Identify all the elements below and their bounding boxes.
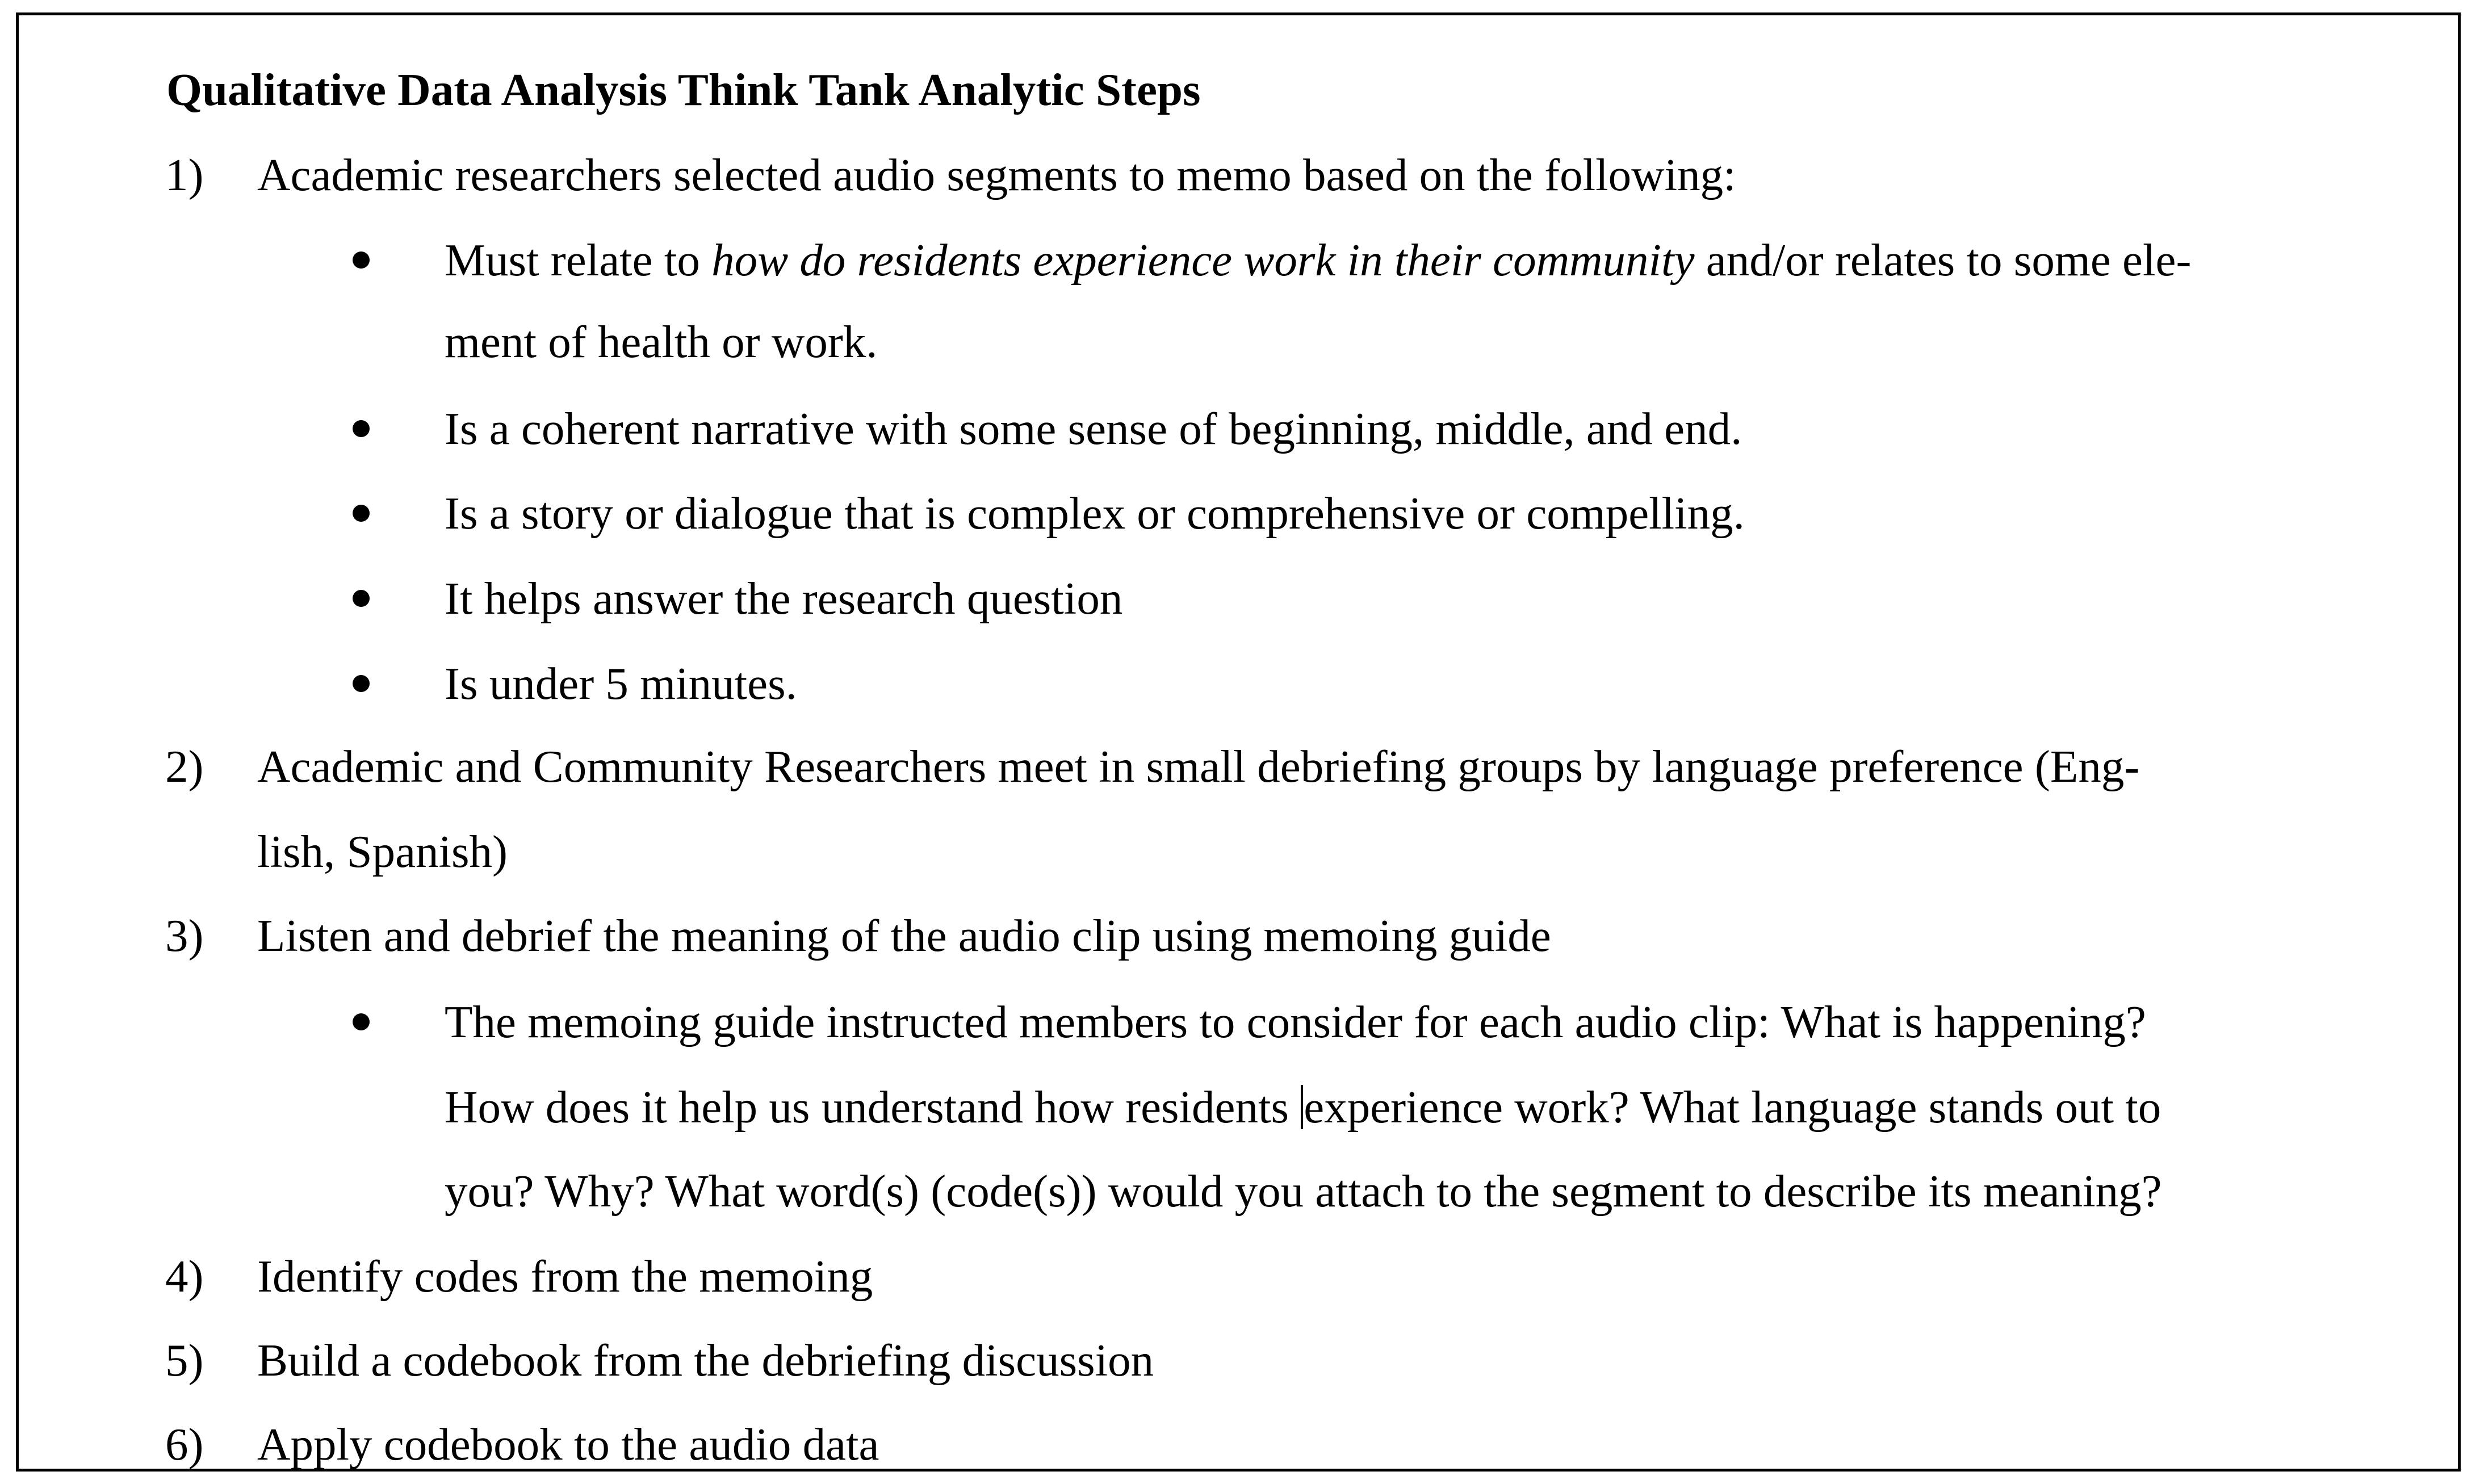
step-6-number: 6) bbox=[165, 1419, 204, 1470]
step-2-number: 2) bbox=[165, 741, 204, 792]
step-1-bullet-2: Is a coherent narrative with some sense of beginning, middle, and end. bbox=[445, 403, 1742, 454]
step-3-bullet-1-line-3: you? Why? What word(s) (code(s)) would you attach to the segment to describe its meaning? bbox=[445, 1166, 2162, 1217]
step-1-bullet-1-line-1 bbox=[445, 229, 2191, 291]
bullet-text: How does it help us understand how residents bbox=[445, 1081, 1301, 1133]
step-1-text: Academic researchers selected audio segments to memo based on the following: bbox=[257, 149, 1736, 200]
bullet-dot bbox=[353, 505, 370, 522]
step-1-bullet-1-line-2: ment of health or work. bbox=[445, 316, 878, 367]
step-3-bullet-1-line-1: The memoing guide instructed members to consider for each audio clip: What is happening? bbox=[445, 996, 2146, 1047]
step-2-line-2: lish, Spanish) bbox=[257, 826, 508, 877]
research-question-italic: how do residents experience work in their community bbox=[711, 234, 1695, 286]
bullet-text: Must relate to bbox=[445, 234, 712, 286]
step-5-number: 5) bbox=[165, 1335, 204, 1386]
bullet-text: experience work? What language stands out to bbox=[1304, 1081, 2161, 1133]
document-frame bbox=[16, 12, 2461, 1472]
bullet-dot bbox=[353, 1013, 370, 1030]
bullet-dot bbox=[353, 590, 370, 607]
step-1-bullet-5: Is under 5 minutes. bbox=[445, 658, 797, 709]
bullet-dot bbox=[353, 420, 370, 437]
step-4-text: Identify codes from the memoing bbox=[257, 1251, 873, 1302]
step-1-bullet-3: Is a story or dialogue that is complex or comprehensive or compelling. bbox=[445, 488, 1745, 539]
step-2-line-1: Academic and Community Researchers meet in small debriefing groups by language preference (Eng- bbox=[257, 741, 2140, 792]
step-5-text: Build a codebook from the debriefing discussion bbox=[257, 1335, 1154, 1386]
document-title: Qualitative Data Analysis Think Tank Analytic Steps bbox=[166, 64, 1201, 115]
bullet-dot bbox=[353, 675, 370, 692]
step-6-text: Apply codebook to the audio data bbox=[257, 1419, 879, 1470]
step-3-number: 3) bbox=[165, 910, 204, 961]
step-1-bullet-4: It helps answer the research question bbox=[445, 573, 1123, 624]
step-3-bullet-1-line-2 bbox=[445, 1076, 2161, 1138]
step-1-number: 1) bbox=[165, 149, 204, 200]
step-3-text: Listen and debrief the meaning of the audio clip using memoing guide bbox=[257, 910, 1551, 961]
text-cursor bbox=[1301, 1085, 1303, 1129]
step-4-number: 4) bbox=[165, 1251, 204, 1302]
bullet-dot bbox=[353, 251, 370, 269]
bullet-text: and/or relates to some ele- bbox=[1694, 234, 2192, 286]
